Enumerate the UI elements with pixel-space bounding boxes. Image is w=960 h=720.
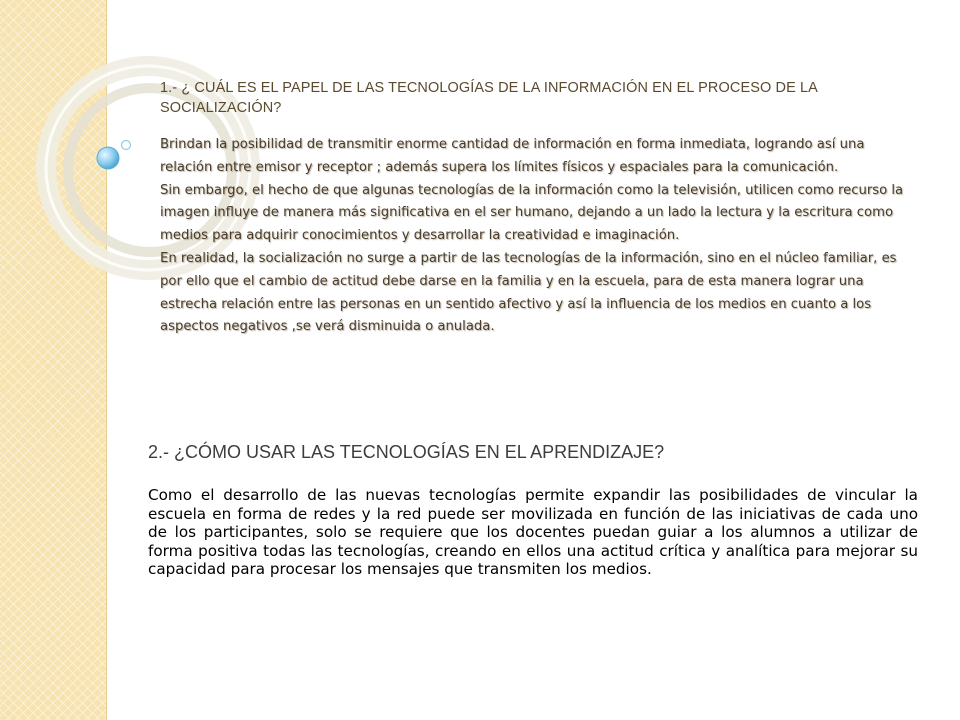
question-2-section xyxy=(148,440,918,579)
question-1-section xyxy=(160,78,910,339)
question-2-answer: Como el desarrollo de las nuevas tecnologías permite expandir las posibilidades de vincular la escuela en forma de redes y la red puede ser movilizada en función de las iniciativas de cada uno de los participantes, solo se requiere que los docentes puedan guiar a los alumnos a utilizar de forma positiva todas las tecnologías, creando en ellos una actitud crítica y analítica para mejorar su capacidad para procesar los mensajes que transmiten los medios. xyxy=(148,486,918,578)
large-bubble xyxy=(97,147,119,169)
answer-paragraph: Brindan la posibilidad de transmitir enorme cantidad de información en forma inmediata, logrando así una relación entre emisor y receptor ; además supera los límites físicos y espaciales para la comunicación. xyxy=(160,137,865,175)
question-2-heading: 2.- ¿CÓMO USAR LAS TECNOLOGÍAS EN EL APRENDIZAJE? xyxy=(148,442,665,462)
small-bubble xyxy=(122,141,131,150)
answer-paragraph: En realidad, la socialización no surge a partir de las tecnologías de la información, sino en el núcleo familiar, es por ello que el cambio de actitud debe darse en la familia y en la escuela, para de esta manera lograr una estrecha relación entre las personas en un sentido afectivo y así la influencia de los medios en cuanto a los aspectos negativos ,se verá disminuida o anulada. xyxy=(160,250,897,335)
question-1-heading: 1.- ¿ CUÁL ES EL PAPEL DE LAS TECNOLOGÍAS DE LA INFORMACIÓN EN EL PROCESO DE LA SOCIALIZACIÓN? xyxy=(160,80,818,116)
answer-paragraph: Sin embargo, el hecho de que algunas tecnologías de la información como la televisión, utilicen como recurso la imagen influye de manera más significativa en el ser humano, dejando a un lado la lectura y la escritura como medios para adquirir conocimientos y desarrollar la creatividad e imaginación. xyxy=(160,182,904,244)
question-1-answer xyxy=(160,134,910,339)
